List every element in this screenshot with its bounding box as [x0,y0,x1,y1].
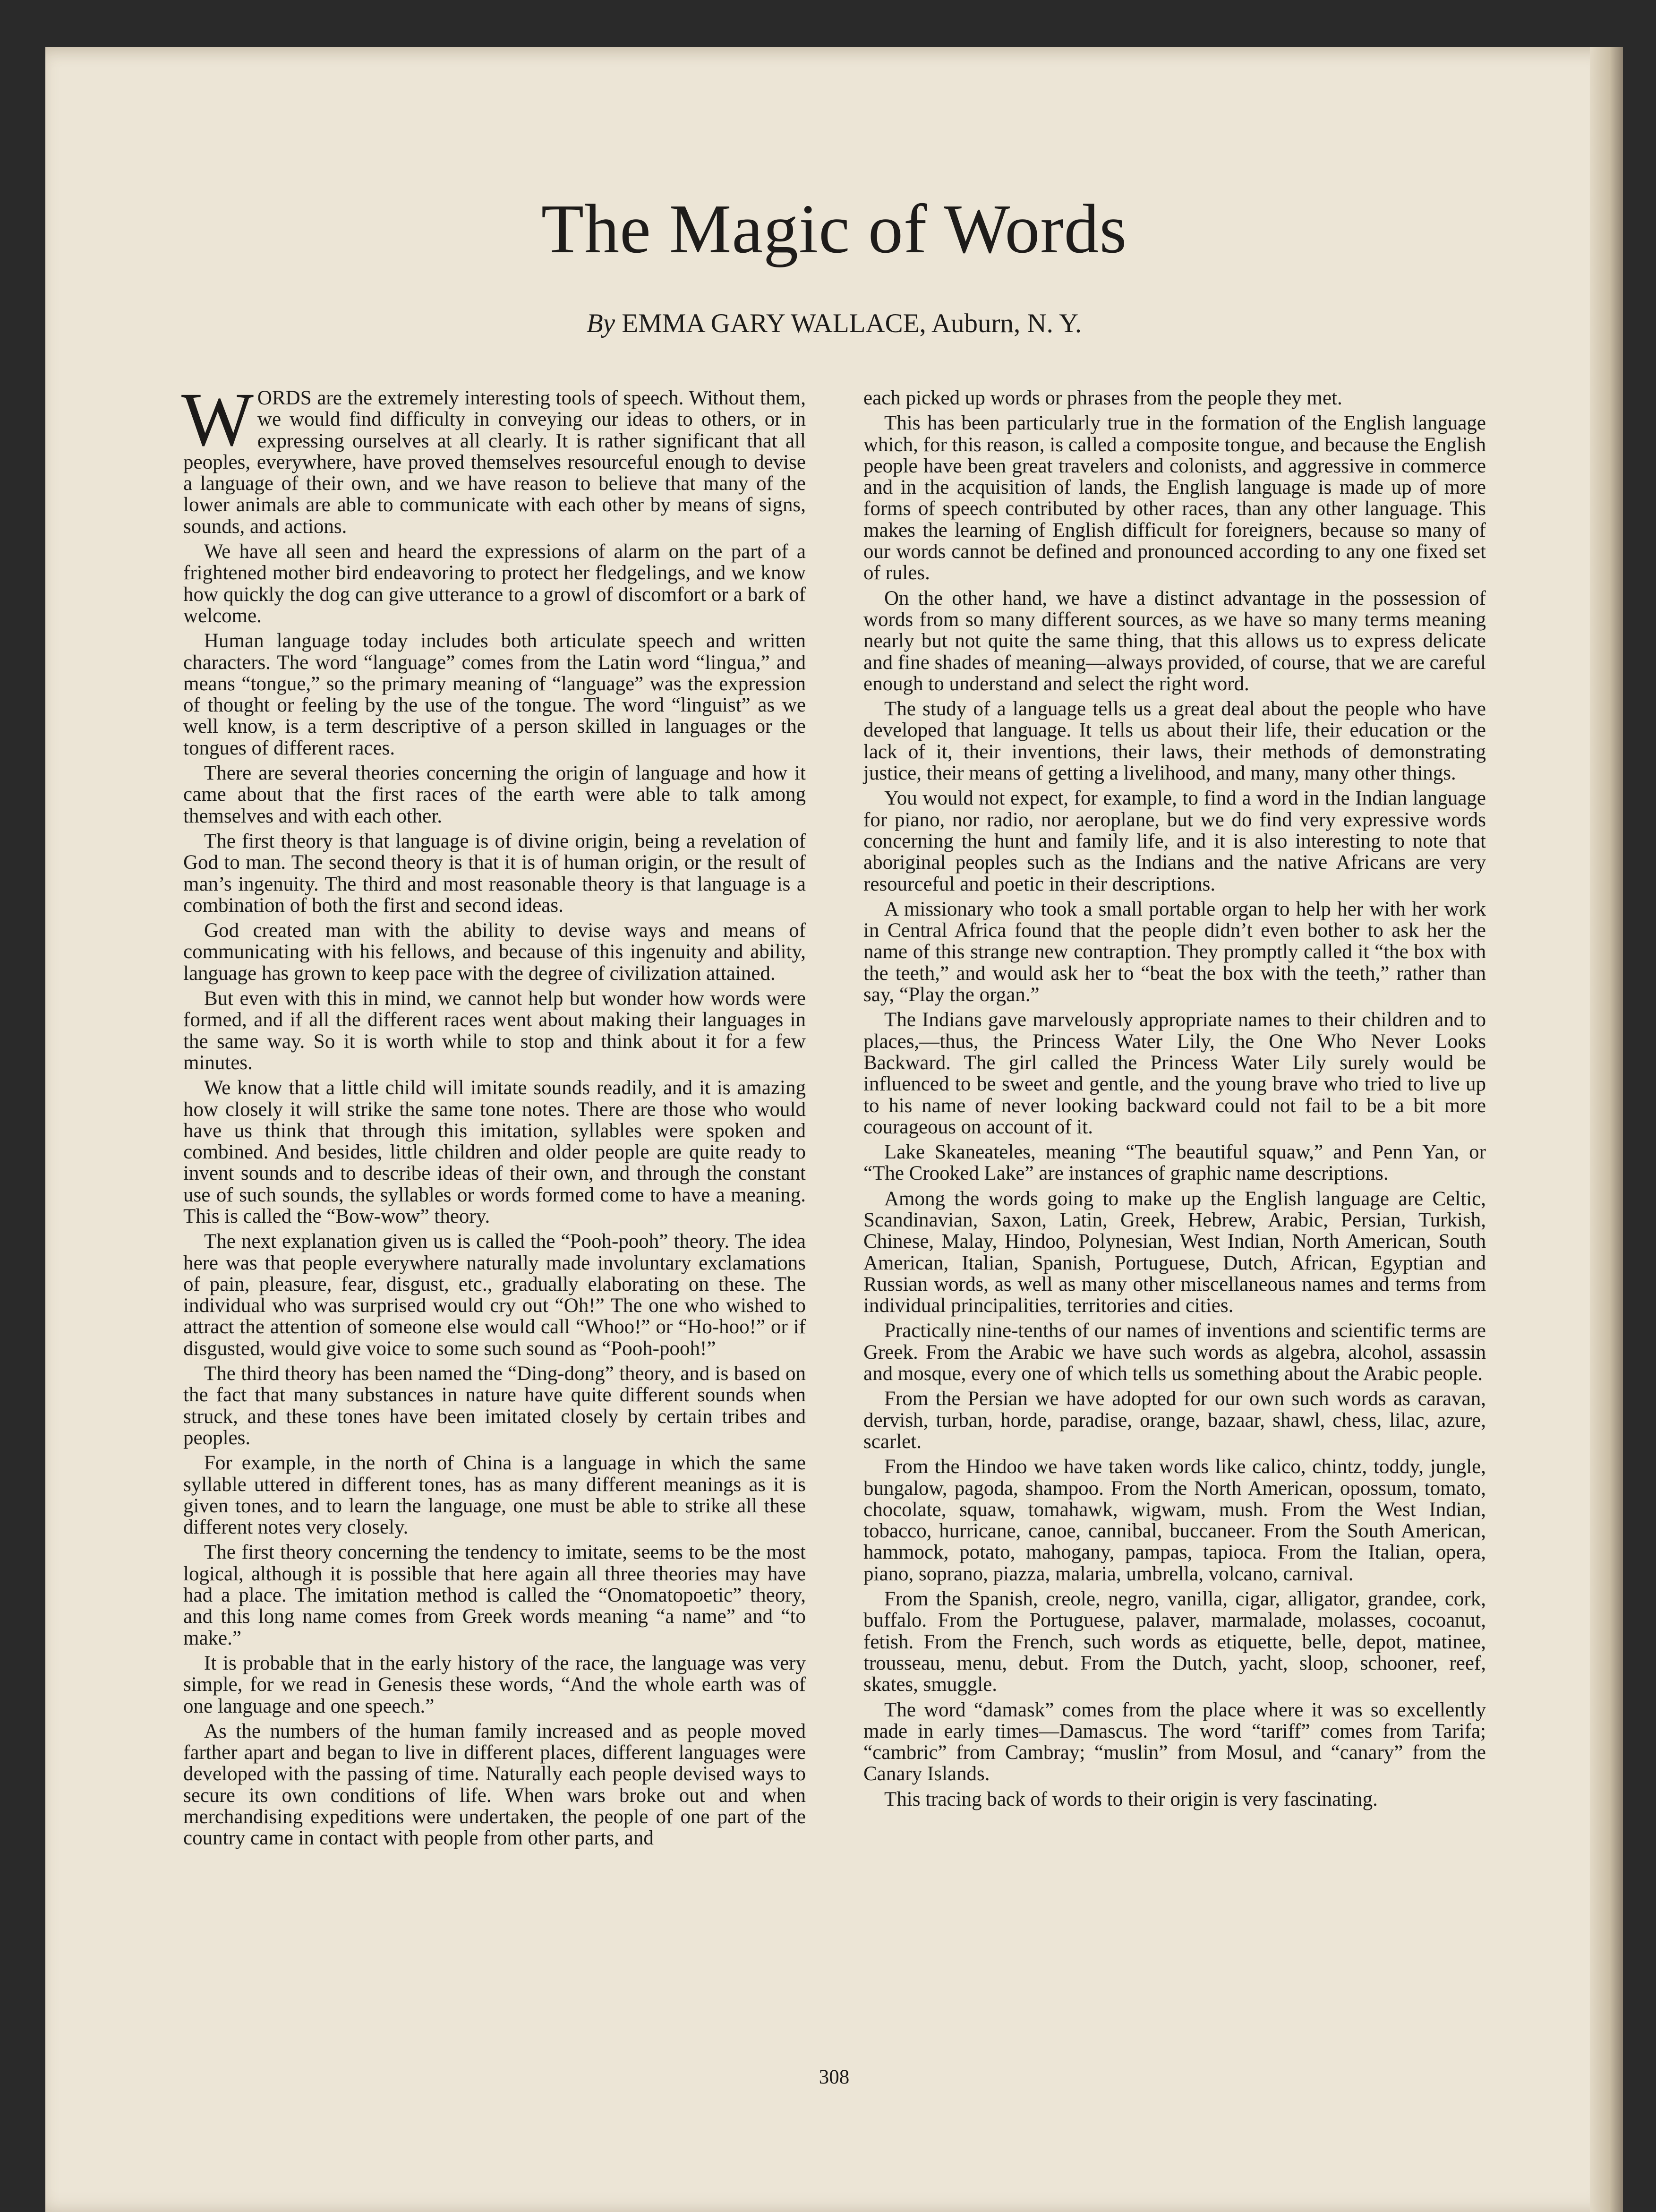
paragraph: Lake Skaneateles, meaning “The beautiful squaw,” and Penn Yan, or “The Crooked Lake” are instances of graphic name descriptions. [863,1141,1486,1185]
paragraph: On the other hand, we have a distinct advantage in the possession of words from so many different sources, as we have so many terms meaning nearly but not quite the same thing, that this allows us to express delicate and fine shades of meaning—always provided, of course, that we are careful enough to understand and select the right word. [863,587,1486,695]
paragraph: As the numbers of the human family increased and as people moved farther apart and began to live in different places, different languages were developed with the passing of time. Naturally each people devised ways to secure its own conditions of life. When wars broke out and when merchandising expeditions were undertaken, the people of one part of the country came in contact with people from other parts, and [183,1720,806,1850]
paragraph: From the Hindoo we have taken words like calico, chintz, toddy, jungle, bungalow, pagoda, shampoo. From the North American, opossum, tomato, chocolate, squaw, tomahawk, wigwam, mush. From the West Indian, tobacco, hurricane, canoe, cannibal, buccaneer. From the South American, hammock, potato, mahogany, pampas, tapioca. From the Italian, opera, piano, soprano, piazza, malaria, umbrella, volcano, carnival. [863,1456,1486,1585]
paragraph: There are several theories concerning the origin of language and how it came about that the first races of the earth were able to talk among themselves and with each other. [183,762,806,827]
drop-cap: W [181,377,254,462]
paragraph: The first theory concerning the tendency to imitate, seems to be the most logical, although it is possible that here again all three theories may have had a place. The imitation method is called the “Onomatopoetic” theory, and this long name comes from Greek words meaning “a name” and “to make.” [183,1541,806,1649]
paragraph: A missionary who took a small portable organ to help her with her work in Central Africa found that the people didn’t even bother to ask her the name of this strange new contraption. They promptly called it “the box with the teeth,” and would ask her to “beat the box with the teeth,” rather than say, “Play the organ.” [863,898,1486,1006]
paragraph: God created man with the ability to devise ways and means of communicating with his fellows, and because of this ingenuity and ability, language has grown to keep pace with the degree of civilization attained. [183,919,806,985]
paragraph: This tracing back of words to their origin is very fascinating. [884,1788,1378,1810]
paragraph: Practically nine-tenths of our names of inventions and scientific terms are Greek. From the Arabic we have such words as algebra, alcohol, assassin and mosque, every one of which tells us something about the Arabic people. [863,1320,1486,1385]
paragraph: But even with this in mind, we cannot help but wonder how words were formed, and if all the different races went about making their languages in the same way. So it is worth while to stop and think about it for a few minutes. [183,987,806,1074]
paragraph: We know that a little child will imitate sounds readily, and it is amazing how closely it will strike the same tone notes. There are those who would have us think that through this imitation, syllables were spoken and combined. And besides, little children and older people are quite ready to invent sounds and to describe ideas of their own, and through the constant use of such sounds, the syllables or words formed come to have a meaning. This is called the “Bow-wow” theory. [183,1077,806,1227]
magazine-page [45,47,1623,2212]
page-number: 308 [819,2066,850,2088]
paragraph: It is probable that in the early history of the race, the language was very simple, for we read in Genesis these words, “And the whole earth was of one language and one speech.” [183,1652,806,1717]
byline-author: EMMA GARY WALLACE, Auburn, N. Y. [622,309,1082,338]
paragraph: each picked up words or phrases from the people they met. [863,387,1342,409]
paragraph: From the Persian we have adopted for our own such words as caravan, dervish, turban, horde, paradise, orange, bazaar, shawl, chess, lilac, azure, scarlet. [863,1388,1486,1453]
paragraph: WORDS are the extremely interesting tools of speech. Without them, we would find difficulty in conveying our ideas to others, or in expressing ourselves at all clearly. It is rather significant that all peoples, everywhere, have proved themselves resourceful enough to devise a language of their own, and we have reason to believe that many of the lower animals are able to communicate with each other by means of signs, sounds, and actions. [181,377,806,538]
paragraph: Among the words going to make up the English language are Celtic, Scandinavian, Saxon, Latin, Greek, Hebrew, Arabic, Persian, Turkish, Chinese, Malay, Hindoo, Polynesian, West Indian, North American, South American, Italian, Spanish, Portuguese, Dutch, African, Egyptian and Russian words, as well as many other miscellaneous names and terms from individual principalities, territories and cities. [863,1187,1486,1317]
byline-prefix: By [586,309,615,338]
page-gutter [1590,47,1623,2212]
paragraph: The study of a language tells us a great deal about the people who have developed that language. It tells us about their life, their education or the lack of it, their inventions, their laws, their methods of demonstrating justice, their means of getting a livelihood, and many, many other things. [863,698,1486,785]
left-column [181,377,806,1853]
right-column [863,387,1486,1814]
paragraph: We have all seen and heard the expressions of alarm on the part of a frightened mother bird endeavoring to protect her fledgelings, and we know how quickly the dog can give utterance to a growl of discomfort or a bark of welcome. [183,540,806,627]
paragraph: This has been particularly true in the formation of the English language which, for this reason, is called a composite tongue, and because the English people have been great travelers and colonists, and aggressive in commerce and in the acquisition of lands, the English language is made up of more forms of speech contributed by other races, than any other language. This makes the learning of English difficult for foreigners, because so many of our words cannot be defined and pronounced according to any one fixed set of rules. [863,412,1486,584]
paragraph: You would not expect, for example, to find a word in the Indian language for piano, nor radio, nor aeroplane, but we do find very expressive words concerning the hunt and family life, and it is also interesting to note that aboriginal peoples such as the Indians and the native Africans are very resourceful and poetic in their descriptions. [863,787,1486,895]
paragraph: The third theory has been named the “Ding-dong” theory, and is based on the fact that many substances in nature have quite different sounds when struck, and these tones have been imitated closely by certain tribes and peoples. [183,1363,806,1449]
paragraph: The next explanation given us is called the “Pooh-pooh” theory. The idea here was that people everywhere naturally made involuntary exclamations of pain, pleasure, fear, disgust, etc., gradually elaborating on these. The individual who was surprised would cry out “Oh!” The one who wished to attract the attention of someone else would call “Whoo!” or “Ho-hoo!” or if disgusted, would give voice to some such sound as “Pooh-pooh!” [183,1230,806,1360]
paragraph: The first theory is that language is of divine origin, being a revelation of God to man. The second theory is that it is of human origin, or the result of man’s ingenuity. The third and most reasonable theory is that language is a combination of both the first and second ideas. [183,830,806,917]
paragraph: Human language today includes both articulate speech and written characters. The word “language” comes from the Latin word “lingua,” and means “tongue,” so the primary meaning of “language” was the expression of thought or feeling by the use of the tongue. The word “linguist” as we well know, is a term descriptive of a person skilled in languages or the tongues of different races. [183,630,806,759]
article-byline [45,308,1623,339]
paragraph: The word “damask” comes from the place where it was so excellently made in early times—Damascus. The word “tariff” comes from Tarifa; “cambric” from Cambray; “muslin” from Mosul, and “canary” from the Canary Islands. [863,1698,1486,1785]
article-title: The Magic of Words [541,190,1127,268]
paragraph: For example, in the north of China is a language in which the same syllable uttered in different tones, has as many different meanings as it is given tones, and to learn the language, one must be able to strike all these different notes very closely. [183,1452,806,1539]
paragraph: The Indians gave marvelously appropriate names to their children and to places,—thus, the Princess Water Lily, the One Who Never Looks Backward. The girl called the Princess Water Lily surely would be influenced to be sweet and gentle, and the young brave who tried to live up to his name of never looking backward could not fail to be a bit more courageous on account of it. [863,1009,1486,1138]
paragraph: From the Spanish, creole, negro, vanilla, cigar, alligator, grandee, cork, buffalo. From the Portuguese, palaver, marmalade, molasses, cocoanut, fetish. From the French, such words as etiquette, belle, depot, matinee, trousseau, menu, debut. From the Dutch, yacht, sloop, schooner, reef, skates, smuggle. [863,1588,1486,1696]
